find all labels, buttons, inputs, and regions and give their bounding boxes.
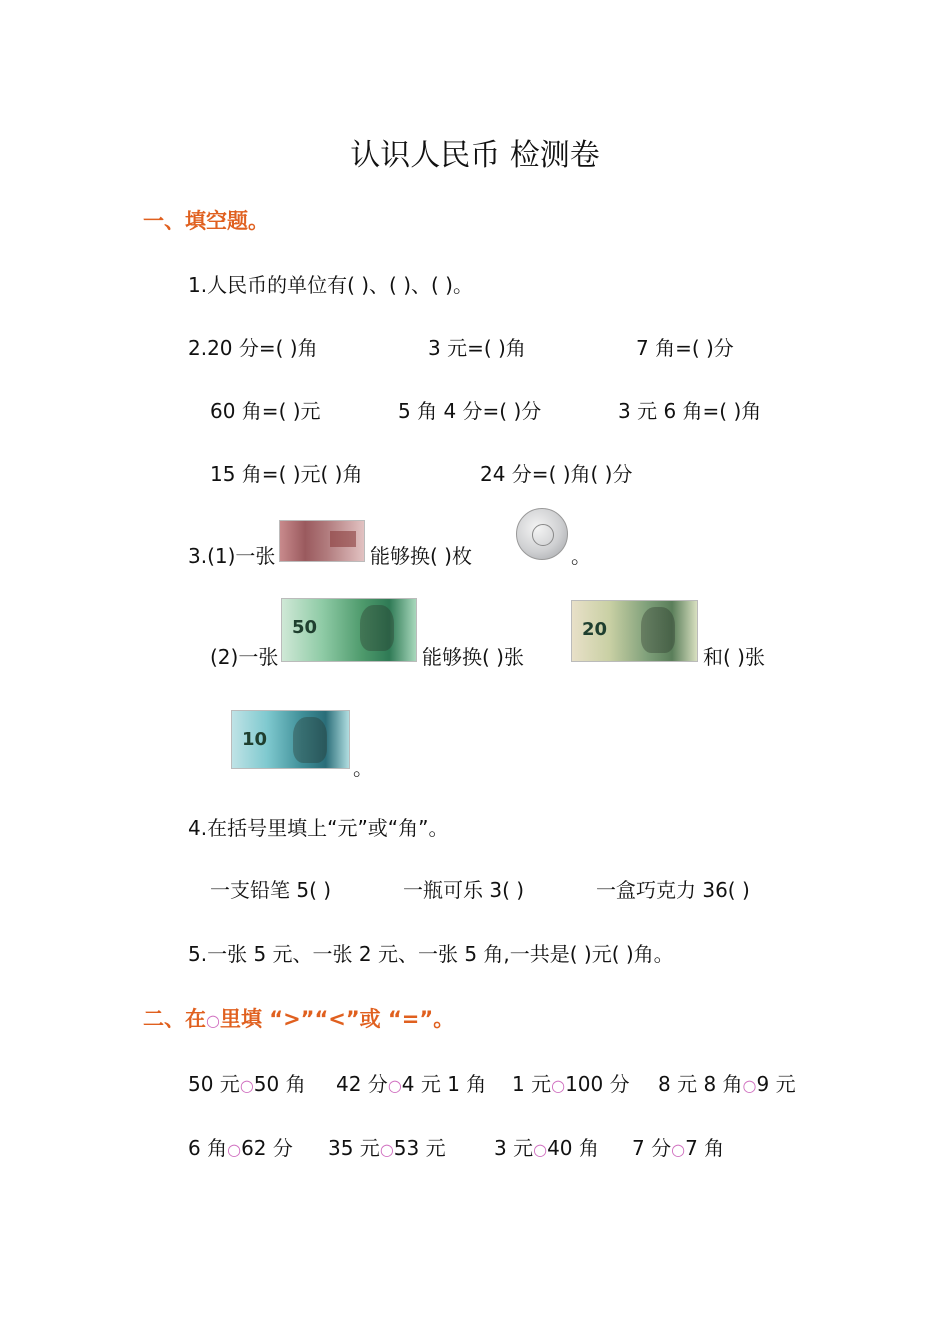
question-2-item: 5 角 4 分=( )分 [398,399,542,423]
compare-left: 8 元 8 角 [658,1072,743,1096]
compare-left: 42 分 [336,1072,388,1096]
question-4-item: 一瓶可乐 3( ) [403,878,525,902]
question-3-part2-start: (2)一张 [210,645,279,669]
question-3-part1-end: 。 [571,544,591,568]
question-2-item: 15 角=( )元( )角 [210,462,363,486]
one-jiao-banknote-image [279,520,365,562]
compare-right: 50 角 [253,1072,306,1096]
compare-circle-icon[interactable]: ○ [379,1140,394,1159]
question-3-part2-mid: 能够换( )张 [422,645,524,669]
compare-circle-icon[interactable]: ○ [551,1076,566,1095]
compare-left: 6 角 [188,1136,228,1160]
question-3-part2-and: 和( )张 [703,645,765,669]
compare-right: 53 元 [393,1136,446,1160]
fifty-yuan-banknote-image [281,598,417,662]
banknote-denomination: 10 [242,729,268,750]
question-2-item: 3 元 6 角=( )角 [618,399,762,423]
question-4-item: 一盒巧克力 36( ) [596,878,750,902]
compare-right: 7 角 [685,1136,725,1160]
question-4-prompt: 4.在括号里填上“元”或“角”。 [188,816,449,840]
compare-item [632,1132,724,1161]
compare-left: 50 元 [188,1072,240,1096]
question-3-part1-start: 3.(1)一张 [188,544,276,568]
compare-circle-icon[interactable]: ○ [227,1140,242,1159]
compare-left: 35 元 [328,1136,380,1160]
ten-yuan-banknote-image [231,710,350,769]
question-2-item: 24 分=( )角( )分 [480,462,633,486]
compare-item [328,1132,446,1161]
question-2-item: 2.20 分=( )角 [188,336,318,360]
compare-circle-icon: ○ [206,1011,220,1030]
one-fen-coin-image [516,508,568,560]
question-3-part2-end: 。 [353,756,373,780]
section-heading-compare [143,1003,454,1033]
twenty-yuan-banknote-image [571,600,698,662]
section-heading-part: 二、在 [143,1007,206,1031]
compare-right: 40 角 [547,1136,599,1160]
compare-item [658,1068,796,1097]
compare-left: 1 元 [512,1072,552,1096]
question-4-item: 一支铅笔 5( ) [210,878,332,902]
banknote-denomination: 20 [582,619,608,640]
question-1: 1.人民币的单位有( )、( )、( )。 [188,273,473,297]
compare-right: 9 元 [756,1072,796,1096]
compare-item [188,1132,293,1161]
compare-circle-icon[interactable]: ○ [387,1076,402,1095]
compare-right: 100 分 [565,1072,630,1096]
compare-circle-icon[interactable]: ○ [742,1076,757,1095]
question-3-part1-mid: 能够换( )枚 [370,544,472,568]
compare-circle-icon[interactable]: ○ [533,1140,548,1159]
compare-circle-icon[interactable]: ○ [239,1076,254,1095]
compare-item [512,1068,630,1097]
question-2-item: 7 角=( )分 [636,336,734,360]
question-2-item: 60 角=( )元 [210,399,321,423]
compare-item [336,1068,486,1097]
compare-left: 7 分 [632,1136,672,1160]
section-heading-fill-blanks: 一、填空题。 [143,209,269,233]
compare-right: 62 分 [241,1136,293,1160]
banknote-denomination: 50 [292,617,318,638]
page-title: 认识人民币 检测卷 [350,138,600,173]
question-2-item: 3 元=( )角 [428,336,526,360]
compare-left: 3 元 [494,1136,534,1160]
compare-right: 4 元 1 角 [401,1072,487,1096]
compare-circle-icon[interactable]: ○ [671,1140,686,1159]
question-5: 5.一张 5 元、一张 2 元、一张 5 角,一共是( )元( )角。 [188,942,674,966]
section-heading-part: 里填 “>”“<”或 “=”。 [219,1007,455,1031]
compare-item [494,1132,599,1161]
compare-item [188,1068,306,1097]
